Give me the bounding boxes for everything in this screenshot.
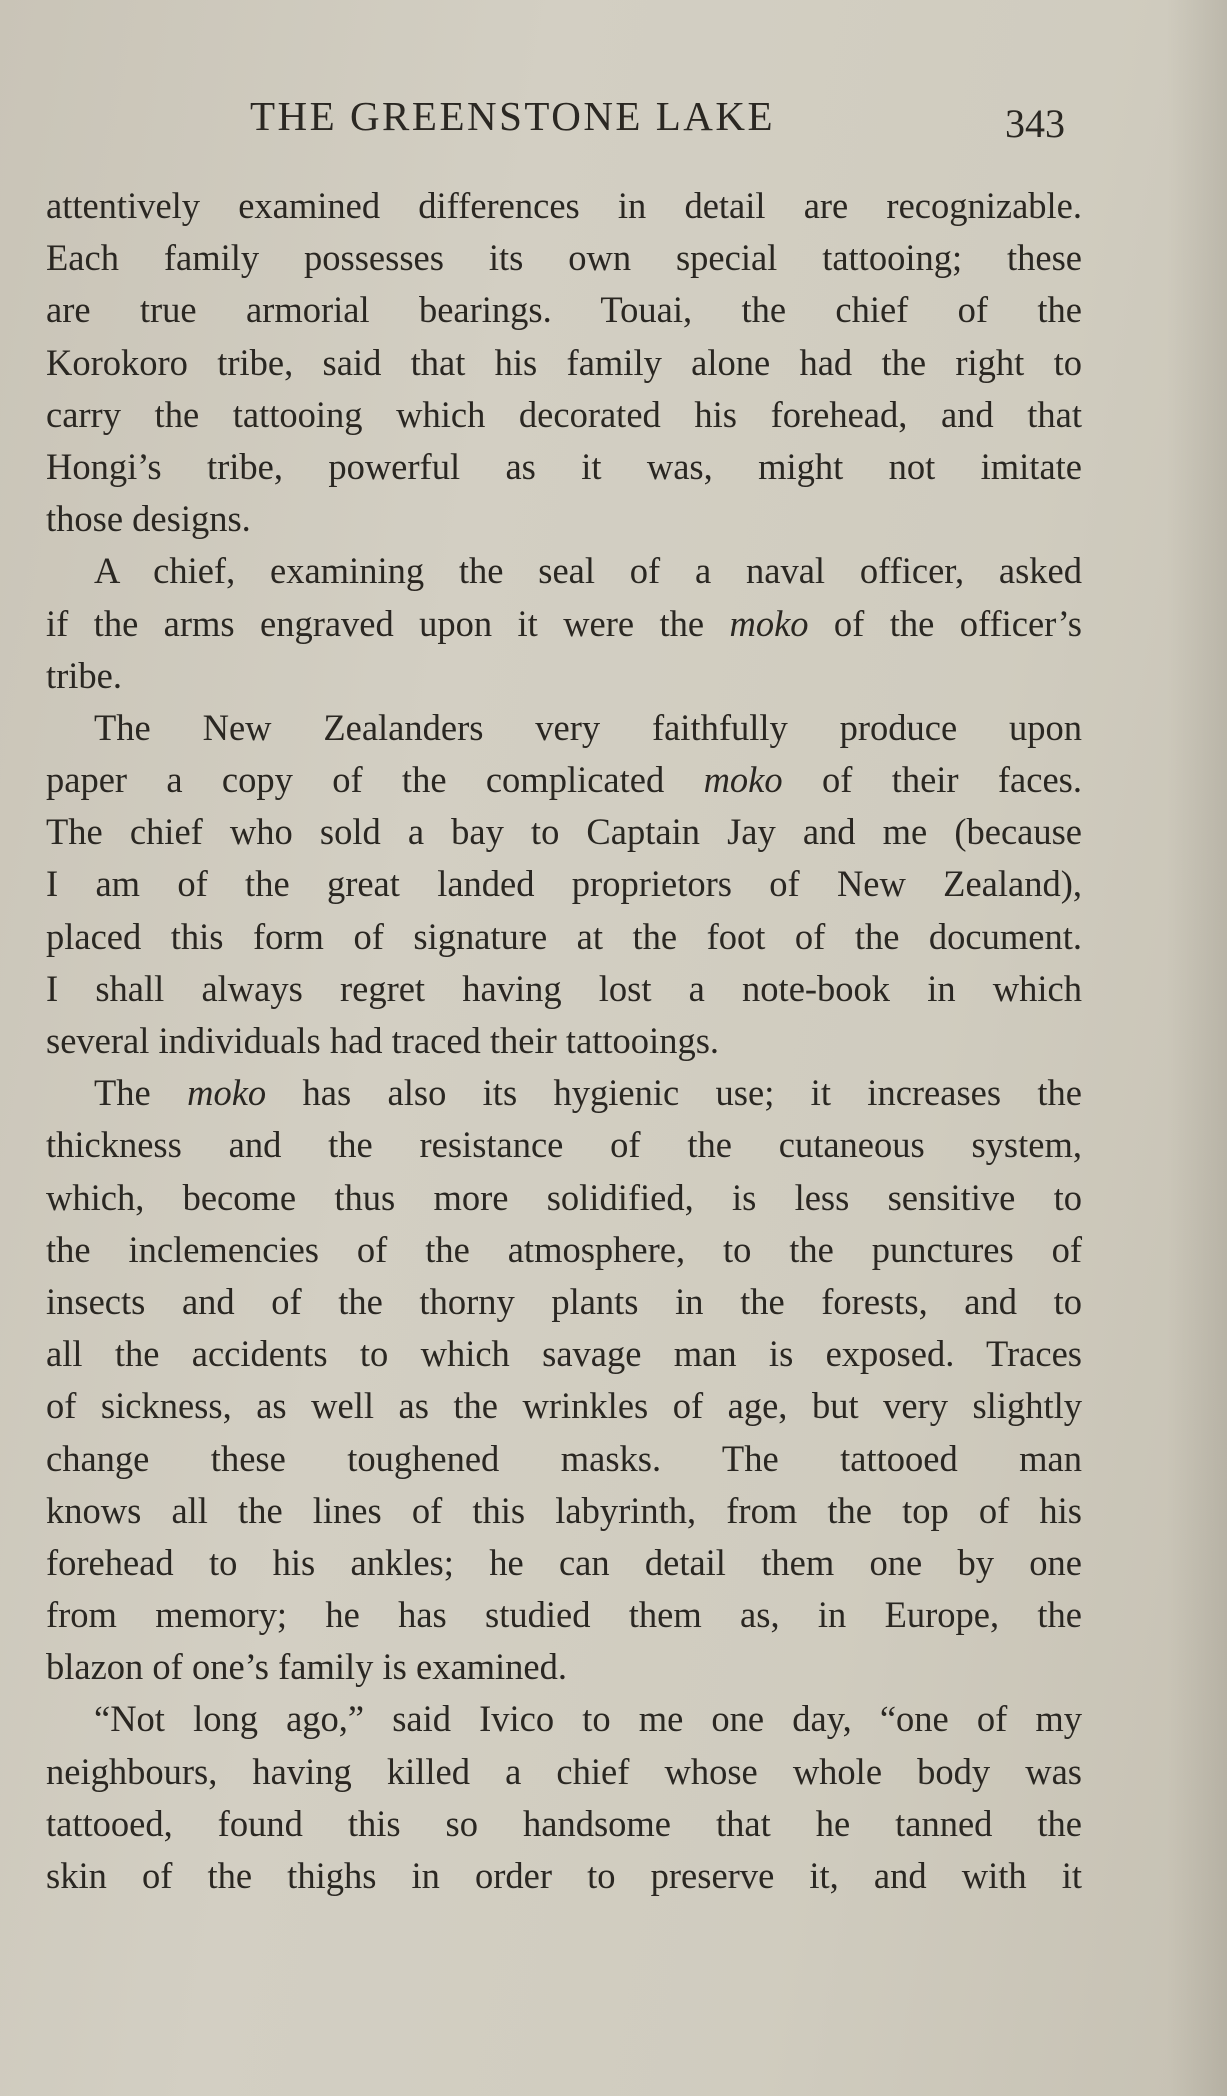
text-line [46,1746,1082,1798]
text-run: The New Zealanders very faithfully produce upon [94,706,1082,748]
text-run: The chief who sold a bay to Captain Jay and me (because [46,811,1082,853]
text-line [46,806,1082,858]
text-line [46,1589,1082,1641]
text-line [46,1433,1082,1485]
text-line [46,545,1082,597]
text-run: forehead to his ankles; he can detail them one by one [46,1541,1082,1583]
text-line [46,1850,1082,1902]
text-line [46,1276,1082,1328]
text-run: if the arms engraved upon it were the [46,602,730,644]
text-line [46,911,1082,963]
text-run: paper a copy of the complicated [46,759,704,801]
body-text [46,180,1082,1902]
text-line [46,1798,1082,1850]
text-line [46,1172,1082,1224]
text-run: which, become thus more solidified, is less sensitive to [46,1176,1082,1218]
text-run: Each family possesses its own special tattooing; these [46,237,1082,279]
text-line [46,858,1082,910]
text-run: has also its hygienic use; it increases the [266,1072,1083,1114]
text-run: are true armorial bearings. Touai, the chief of the [46,289,1082,331]
text-run: several individuals had traced their tattooings. [46,1020,720,1061]
text-run: blazon of one’s family is examined. [46,1646,567,1688]
text-line [46,1641,1082,1693]
text-run: carry the tattooing which decorated his forehead, and that [46,393,1082,435]
text-run: thickness and the resistance of the cutaneous system, [46,1124,1082,1166]
text-line [46,1693,1082,1745]
text-line [46,1224,1082,1276]
text-run: “Not long ago,” said Ivico to me one day, “one of my [94,1698,1082,1740]
text-line [46,337,1082,389]
text-line [46,441,1082,493]
text-run: A chief, examining the seal of a naval officer, asked [94,550,1082,592]
page-number: 343 [1005,101,1065,146]
text-run: from memory; he has studied them as, in Europe, the [46,1594,1082,1636]
text-run: placed this form of signature at the foot of the document. [46,915,1082,957]
text-run: I am of the great landed proprietors of New Zealand), [46,863,1082,905]
page-edge-shadow [1167,0,1227,2096]
text-run: of the officer’s [808,602,1082,644]
text-line [46,754,1082,806]
text-line [46,1067,1082,1119]
text-run: all the accidents to which savage man is exposed. Traces [46,1333,1082,1375]
text-line [46,1380,1082,1432]
text-line [46,1015,1082,1067]
text-run: tattooed, found this so handsome that he tanned the [46,1802,1082,1844]
text-line [46,963,1082,1015]
text-line [46,1537,1082,1589]
text-run: skin of the thighs in order to preserve it, and with it [46,1855,1082,1896]
text-line [46,284,1082,336]
text-line [46,1119,1082,1171]
text-line [46,493,1082,545]
text-line [46,232,1082,284]
text-run: insects and of the thorny plants in the forests, and to [46,1280,1082,1322]
text-run: Hongi’s tribe, powerful as it was, might not imitate [46,445,1082,487]
text-run: the inclemencies of the atmosphere, to the punctures of [46,1228,1082,1270]
text-run: knows all the lines of this labyrinth, from the top of his [46,1489,1082,1531]
text-run: attentively examined differences in detail are recognizable. [46,185,1082,226]
text-line [46,389,1082,441]
text-run: those designs. [46,498,251,540]
text-run: Korokoro tribe, said that his family alone had the right to [46,341,1082,383]
text-run: change these toughened masks. The tattooed man [46,1437,1082,1479]
italic-term: moko [703,759,783,801]
running-title: THE GREENSTONE LAKE [250,93,776,139]
text-run: tribe. [46,654,123,696]
text-run: neighbours, having killed a chief whose whole body was [46,1750,1082,1792]
text-line [46,180,1082,232]
text-line [46,650,1082,702]
text-run: of their faces. [782,759,1082,801]
text-line [46,1328,1082,1380]
text-line [46,1485,1082,1537]
text-line [46,702,1082,754]
text-line [46,598,1082,650]
text-run: I shall always regret having lost a note-book in which [46,967,1082,1009]
running-header [0,92,1227,152]
italic-term: moko [187,1072,267,1114]
text-run: The [94,1072,188,1114]
italic-term: moko [729,602,809,644]
text-run: of sickness, as well as the wrinkles of age, but very slightly [46,1385,1082,1427]
